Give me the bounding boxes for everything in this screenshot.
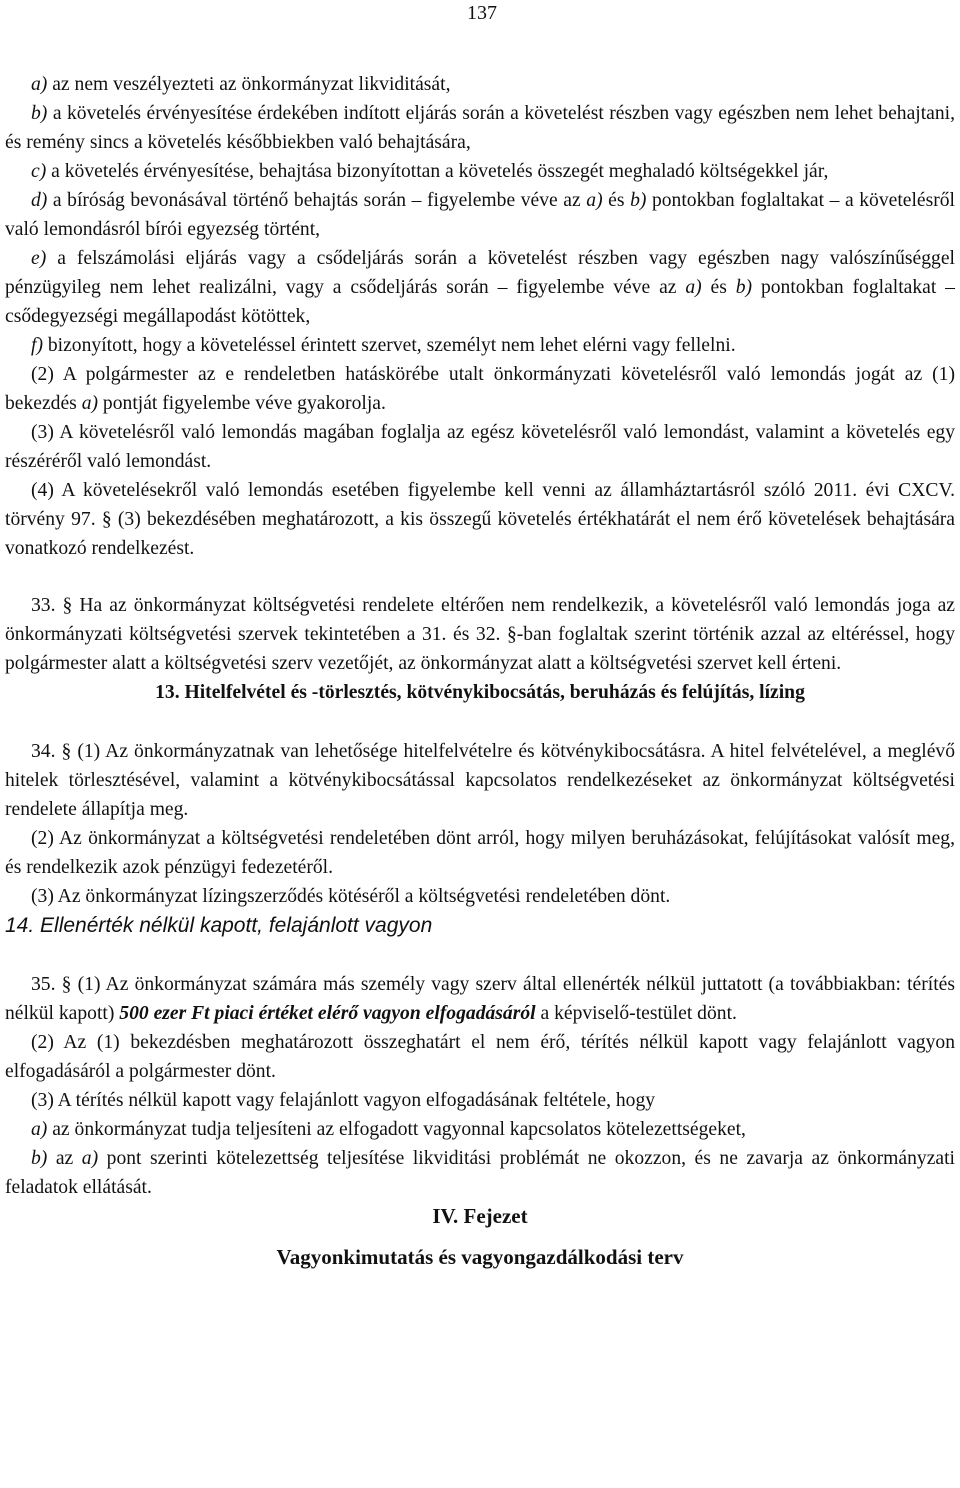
section-34-3: (3) Az önkormányzat lízingszerződés kötéséről a költségvetési rendeletében dönt. <box>31 886 671 907</box>
document-body <box>5 70 955 1272</box>
point-b: b) a követelés érvényesítése érdekében indított eljárás során a követelést részben vagy egészben nem lehet behajtani, és remény sincs a követelés későbbiekben való behajtására, <box>5 103 955 153</box>
page-number: 137 <box>467 2 497 24</box>
section-33: 33. § Ha az önkormányzat költségvetési rendelete eltérően nem rendelkezik, a követelésről való lemondás joga az önkormányzati költségvetési szervek tekintetében a 31. és 32. §-ban foglaltak szerint történik azzal az eltéréssel, hogy polgármester alatt a költségvetési szerv vezetőjét, az önkormányzat alatt a költségvetési szervet kell érteni. <box>5 595 955 674</box>
point-a: a) az nem veszélyezteti az önkormányzat likviditását, <box>31 74 451 95</box>
section-34-1: 34. § (1) Az önkormányzatnak van lehetősége hitelfelvételre és kötvénykibocsátásra. A hitel felvételével, a meglévő hitelek törlesztésével, valamint a kötvénykibocsátással kapcsolatos rendelkezéseket az önkormányzat költségvetési rendelete állapítja meg. <box>5 741 955 820</box>
chapter-label: IV. Fejezet <box>432 1204 528 1228</box>
point-e: e) a felszámolási eljárás vagy a csődeljárás során a követelést részben vagy egészben nagy valószínűséggel pénzügyileg nem lehet realizálni, vagy a csődeljárás során – figyelembe véve az a) és b) pontokban foglaltakat – csődegyezségi megállapodást kötöttek, <box>5 248 955 327</box>
section-heading-14: 14. Ellenérték nélkül kapott, felajánlott vagyon <box>5 914 433 937</box>
section-35-point-b: b) az a) pont szerinti kötelezettség teljesítése likviditási problémát ne okozzon, és ne zavarja az önkormányzati feladatok ellátását. <box>5 1148 955 1198</box>
section-34-2: (2) Az önkormányzat a költségvetési rendeletében dönt arról, hogy milyen beruházásokat, felújításokat valósít meg, és rendelkezik azok pénzügyi fedezetéről. <box>5 828 955 878</box>
point-d: d) a bíróság bevonásával történő behajtás során – figyelembe véve az a) és b) pontokban foglaltakat – a követelésről való lemondásról bírói egyezség történt, <box>5 190 955 240</box>
section-heading-13: 13. Hitelfelvétel és -törlesztés, kötvénykibocsátás, beruházás és felújítás, lízing <box>155 682 805 703</box>
point-c: c) a követelés érvényesítése, behajtása bizonyítottan a követelés összegét meghaladó költségekkel jár, <box>31 161 829 182</box>
section-35-1: 35. § (1) Az önkormányzat számára más személy vagy szerv által ellenérték nélkül juttatott (a továbbiakban: térítés nélkül kapott) 500 ezer Ft piaci értéket elérő vagyon elfogadásáról a képviselő-testület dönt. <box>5 974 955 1024</box>
section-35-point-a: a) az önkormányzat tudja teljesíteni az elfogadott vagyonnal kapcsolatos kötelezettségeket, <box>31 1119 746 1140</box>
paragraph-3: (3) A követelésről való lemondás magában foglalja az egész követelésről való lemondást, valamint a követelés egy részéréről való lemondást. <box>5 422 955 472</box>
section-35-3: (3) A térítés nélkül kapott vagy felajánlott vagyon elfogadásának feltétele, hogy <box>31 1090 656 1111</box>
paragraph-2: (2) A polgármester az e rendeletben hatáskörébe utalt önkormányzati követelésről való lemondás jogát az (1) bekezdés a) pontját figyelembe véve gyakorolja. <box>5 364 955 414</box>
paragraph-4: (4) A követelésekről való lemondás esetében figyelembe kell venni az államháztartásról szóló 2011. évi CXCV. törvény 97. § (3) bekezdésében meghatározott, a kis összegű követelés értékhatárát el nem érő követelések behajtására vonatkozó rendelkezést. <box>5 480 955 559</box>
chapter-title: Vagyonkimutatás és vagyongazdálkodási terv <box>276 1245 684 1269</box>
section-35-2: (2) Az (1) bekezdésben meghatározott összeghatárt el nem érő, térítés nélkül kapott vagy felajánlott vagyon elfogadásáról a polgármester dönt. <box>5 1032 955 1082</box>
point-f: f) bizonyított, hogy a követeléssel érintett szervet, személyt nem lehet elérni vagy fellelni. <box>31 335 736 356</box>
